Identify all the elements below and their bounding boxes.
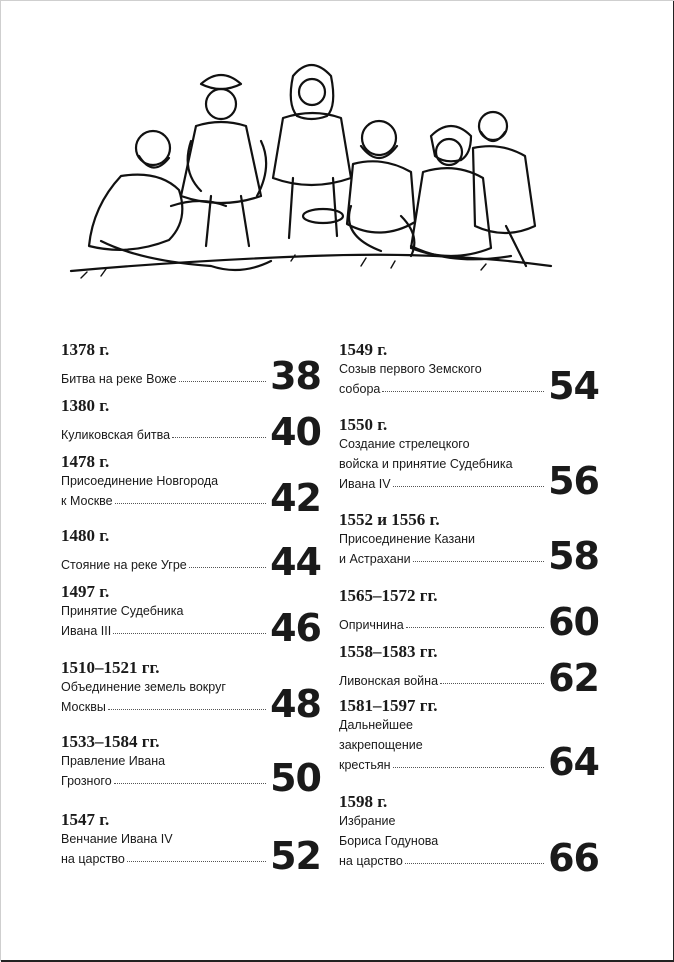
toc-entry-year: 1480 г. [61, 526, 110, 545]
toc-entry-title-line: Ивана IV [339, 477, 391, 491]
toc-entry-title [61, 829, 270, 869]
leader-dots [393, 767, 545, 768]
toc-entry-title [339, 615, 548, 635]
toc-entry[interactable] [61, 526, 321, 584]
toc-entry-page-number: 60 [548, 600, 599, 644]
toc-entry-row [339, 529, 599, 578]
toc-entry[interactable] [61, 396, 321, 454]
toc-entry-title [61, 471, 270, 511]
toc-entry-page-number: 38 [270, 354, 321, 398]
toc-entry-page-number: 64 [548, 740, 599, 784]
leader-dots [114, 783, 266, 784]
toc-entry-year: 1558–1583 гг. [339, 642, 438, 661]
toc-entry-title-line: Объединение земель вокруг [61, 680, 226, 694]
toc-entry[interactable] [61, 340, 321, 398]
toc-entry[interactable] [339, 340, 599, 408]
toc-entry-year: 1497 г. [61, 582, 110, 601]
toc-entry-title-line: Присоединение Казани [339, 532, 476, 546]
toc-entry-title-line: на царство [61, 852, 125, 866]
leader-dots [406, 627, 544, 628]
leader-dots [440, 683, 544, 684]
toc-entry-title-line: закрепощение [339, 738, 423, 752]
toc-entry-year: 1549 г. [339, 340, 388, 359]
toc-entry-page-number: 50 [270, 756, 321, 800]
toc-entry-row [339, 656, 599, 700]
toc-entry-page-number: 46 [270, 606, 321, 650]
toc-entry-row [61, 471, 321, 520]
toc-entry-row [61, 410, 321, 454]
toc-entry[interactable] [339, 510, 599, 578]
toc-entry-page-number: 42 [270, 476, 321, 520]
illustration-seated-men [61, 56, 561, 306]
toc-entry-title [61, 555, 270, 575]
toc-entry-year: 1598 г. [339, 792, 388, 811]
toc-entry-year: 1550 г. [339, 415, 388, 434]
toc-entry-title-line: Бориса Годунова [339, 834, 439, 848]
toc-entry-row [61, 677, 321, 726]
toc-entry-row [339, 600, 599, 644]
toc-entry-title-line: на царство [339, 854, 403, 868]
toc-entry-row [61, 601, 321, 650]
toc-entry-row [61, 540, 321, 584]
leader-dots [382, 391, 544, 392]
toc-entry-title-line: собора [339, 382, 381, 396]
toc-entry-page-number: 44 [270, 540, 321, 584]
toc-entry-title [61, 601, 270, 641]
toc-entry-title-line: Принятие Судебника [61, 604, 184, 618]
toc-entry[interactable] [339, 792, 599, 880]
toc-entry[interactable] [61, 658, 321, 726]
toc-entry-page-number: 52 [270, 834, 321, 878]
toc-entry-title [61, 751, 270, 791]
toc-entry[interactable] [339, 696, 599, 784]
toc-entry-page-number: 56 [548, 459, 599, 503]
toc-entry-page-number: 58 [548, 534, 599, 578]
toc-entry[interactable] [339, 642, 599, 700]
leader-dots [189, 567, 266, 568]
toc-entry-year: 1547 г. [61, 810, 110, 829]
toc-entry-title-line: Куликовская битва [61, 428, 171, 442]
toc-entry-page-number: 66 [548, 836, 599, 880]
toc-entry-year: 1565–1572 гг. [339, 586, 438, 605]
toc-entry-title-line: Присоединение Новгорода [61, 474, 219, 488]
toc-entry-title [339, 811, 548, 871]
toc-entry-title-line: Дальнейшее [339, 718, 413, 732]
toc-entry-title [61, 425, 270, 445]
toc-entry-title-line: Созыв первого Земского [339, 362, 482, 376]
toc-entry-year: 1478 г. [61, 452, 110, 471]
toc-entry-title-line: Москвы [61, 700, 106, 714]
leader-dots [179, 381, 267, 382]
toc-entry-title-line: Избрание [339, 814, 396, 828]
leader-dots [108, 709, 266, 710]
toc-entry-title-line: Создание стрелецкого [339, 437, 470, 451]
toc-entry-title-line: Венчание Ивана IV [61, 832, 173, 846]
toc-entry-title-line: крестьян [339, 758, 391, 772]
toc-entry-row [61, 354, 321, 398]
toc-entry-title [339, 434, 548, 494]
toc-entry-page-number: 62 [548, 656, 599, 700]
toc-entry-title-line: Ивана III [61, 624, 112, 638]
toc-entry-year: 1378 г. [61, 340, 110, 359]
toc-entry-year: 1533–1584 гг. [61, 732, 160, 751]
toc-entry[interactable] [61, 452, 321, 520]
toc-entry[interactable] [339, 586, 599, 644]
toc-entry-title-line: и Астрахани [339, 552, 411, 566]
toc-entry-row [61, 829, 321, 878]
toc-entry[interactable] [339, 415, 599, 503]
toc-entry-year: 1510–1521 гг. [61, 658, 160, 677]
toc-entry[interactable] [61, 732, 321, 800]
leader-dots [393, 486, 545, 487]
toc-entry-row [61, 751, 321, 800]
toc-entry-title-line: Правление Ивана [61, 754, 166, 768]
toc-entry-year: 1581–1597 гг. [339, 696, 438, 715]
leader-dots [127, 861, 266, 862]
toc-entry-row [339, 359, 599, 408]
leader-dots [115, 503, 266, 504]
toc-entry[interactable] [61, 582, 321, 650]
toc-entry-title [61, 369, 270, 389]
toc-entry-page-number: 48 [270, 682, 321, 726]
leader-dots [113, 633, 266, 634]
leader-dots [405, 863, 544, 864]
toc-entry-row [339, 811, 599, 880]
toc-entry-title-line: Ливонская война [339, 674, 439, 688]
toc-entry-title-line: Битва на реке Воже [61, 372, 177, 386]
leader-dots [413, 561, 544, 562]
toc-entry-row [339, 434, 599, 503]
toc-entry-title [339, 359, 548, 399]
leader-dots [172, 437, 266, 438]
toc-entry-page-number: 54 [548, 364, 599, 408]
toc-entry-title-line: Опричнина [339, 618, 404, 632]
toc-entry-title-line: Стояние на реке Угре [61, 558, 187, 572]
toc-entry-title [339, 529, 548, 569]
toc-entry[interactable] [61, 810, 321, 878]
toc-entry-year: 1552 и 1556 г. [339, 510, 440, 529]
toc-entry-title-line: к Москве [61, 494, 113, 508]
toc-entry-title [339, 715, 548, 775]
toc-entry-title [61, 677, 270, 717]
toc-entry-title-line: Грозного [61, 774, 112, 788]
toc-entry-year: 1380 г. [61, 396, 110, 415]
toc-entry-title-line: войска и принятие Судебника [339, 457, 513, 471]
toc-entry-title [339, 671, 548, 691]
toc-entry-page-number: 40 [270, 410, 321, 454]
toc-entry-row [339, 715, 599, 784]
